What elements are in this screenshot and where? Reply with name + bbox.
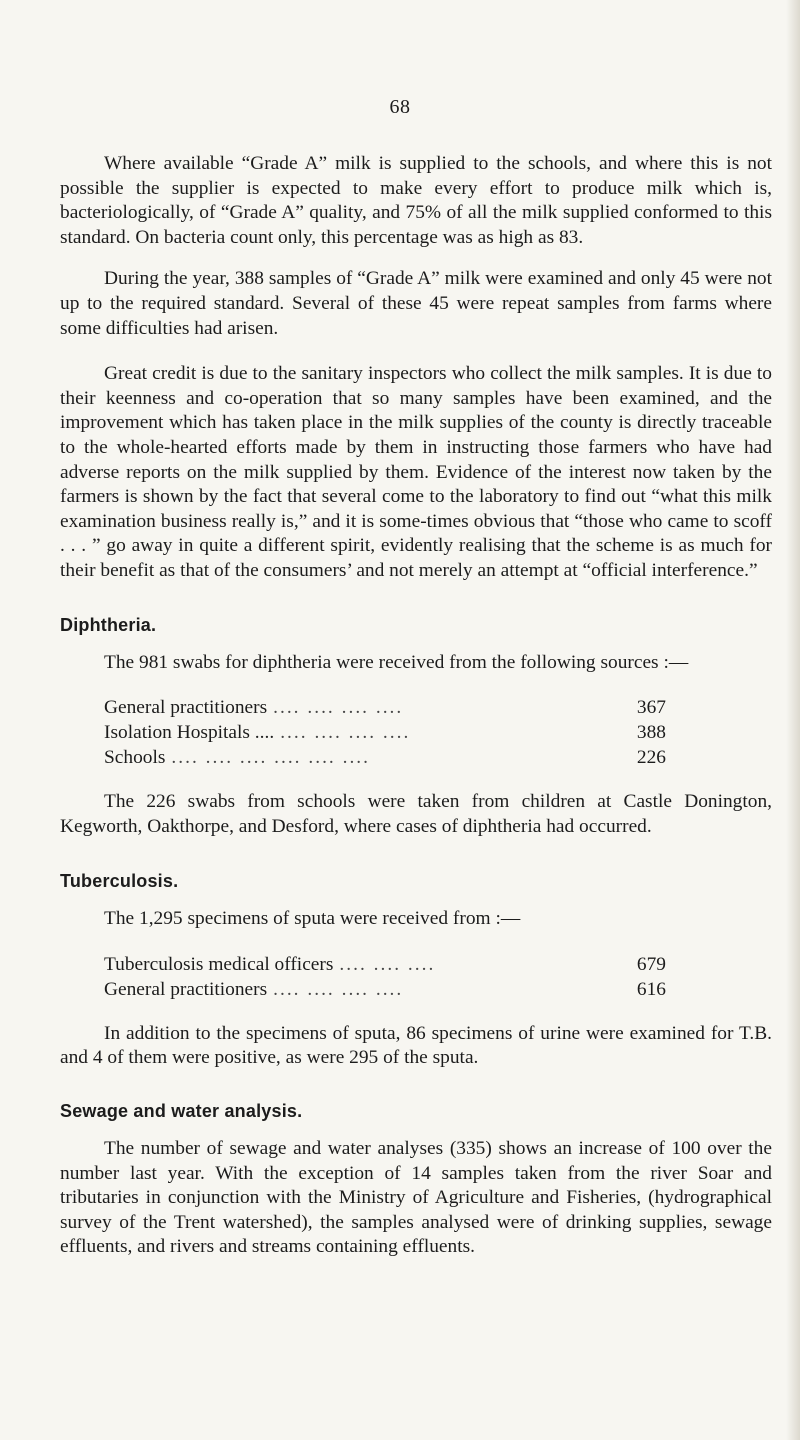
source-label: General practitioners [104, 978, 268, 1000]
leader-dots: .... .... .... .... [273, 978, 404, 1000]
source-count: 367 [636, 697, 666, 719]
heading-sewage-water: Sewage and water analysis. [60, 1101, 303, 1122]
heading-tuberculosis: Tuberculosis. [60, 871, 179, 892]
list-item [104, 952, 666, 977]
source-label: General practitioners [104, 697, 268, 719]
list-item [104, 695, 666, 720]
leader-dots: .... .... .... .... [280, 722, 411, 744]
diphtheria-sources-list [104, 695, 666, 770]
list-item [104, 720, 666, 745]
source-label: Schools [104, 747, 166, 769]
source-count: 388 [636, 722, 666, 744]
source-count: 616 [636, 978, 666, 1000]
leader-dots: .... .... .... .... [273, 697, 404, 719]
paragraph-sewage-water: The number of sewage and water analyses (335) shows an increase of 100 over the number last year. With the exception of 14 samples taken from the river Soar and tributaries in conjunction with the Ministry of Agriculture and Fisheries, (hydrographical survey of the Trent watershed), the samples analysed were of drinking supplies, sewage effluents, and rivers and streams containing effluents. [60, 1138, 772, 1258]
paragraph-grade-a-samples: During the year, 388 samples of “Grade A” milk were examined and only 45 were not up to the required standard. Several of these 45 were repeat samples from farms where some difficulties had arisen. [60, 268, 772, 339]
source-label: Isolation Hospitals .... [104, 722, 275, 744]
leader-dots: .... .... .... .... .... .... [171, 747, 371, 769]
source-label: Tuberculosis medical officers [104, 953, 334, 975]
paragraph-sanitary-inspectors: Great credit is due to the sanitary inspectors who collect the milk samples. It is due to their keenness and co-operation that so many samples have been examined, and the improvement which has taken place in the milk supplies of the county is directly traceable to the whole-hearted efforts made by them in instructing those farmers who have had adverse reports on the milk supplied by them. Evidence of the interest now taken by the farmers is shown by the fact that several come to the laboratory to find out “what this milk examination business really is,” and it is some-times obvious that “those who came to scoff . . . ” go away in quite a different spirit, evidently realising that the scheme is as much for their benefit as that of the consumers’ and not merely an attempt at “official interference.” [60, 363, 772, 581]
page-number: 68 [389, 96, 411, 118]
page-edge-shadow [786, 0, 800, 1440]
list-item [104, 745, 666, 770]
paragraph-tuberculosis-intro: The 1,295 specimens of sputa were received from :— [104, 908, 521, 930]
list-item [104, 977, 666, 1002]
page-content [60, 152, 772, 1260]
paragraph-grade-a-supply: Where available “Grade A” milk is supplied to the schools, and where this is not possible the supplier is expected to make every effort to produce milk which is, bacteriologically, of “Grade A” quality, and 75% of all the milk supplied conformed to this standard. On bacteria count only, this percentage was as high as 83. [60, 153, 772, 248]
leader-dots: .... .... .... [339, 953, 436, 975]
paragraph-diphtheria-schools: The 226 swabs from schools were taken from children at Castle Donington, Kegworth, Oakthorpe, and Desford, where cases of diphtheria had occurred. [60, 791, 772, 837]
tuberculosis-sources-list [104, 952, 666, 1002]
paragraph-tuberculosis-urine: In addition to the specimens of sputa, 86 specimens of urine were examined for T.B. and 4 of them were positive, as were 295 of the sputa. [60, 1022, 772, 1069]
heading-diphtheria: Diphtheria. [60, 614, 157, 635]
source-count: 679 [636, 953, 666, 975]
paragraph-diphtheria-intro: The 981 swabs for diphtheria were received from the following sources :— [104, 651, 689, 673]
source-count: 226 [636, 747, 666, 769]
